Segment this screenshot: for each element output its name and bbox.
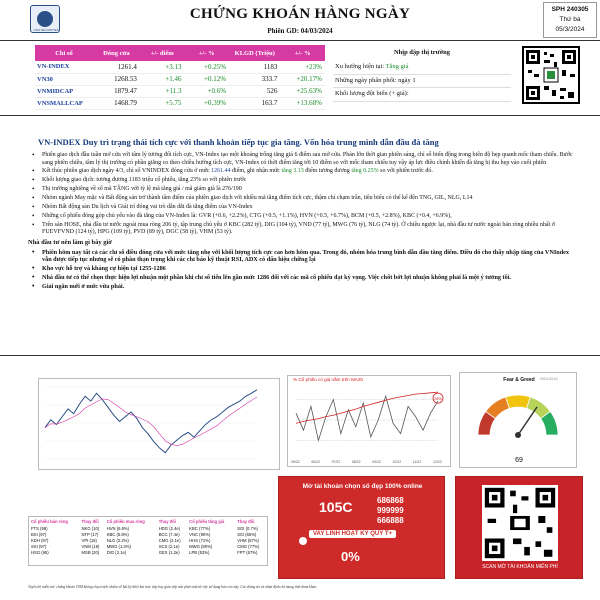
promo-title: Mở tài khoản chọn số đẹp 100% online: [302, 483, 423, 490]
table-cell: +0.39%: [184, 97, 229, 109]
table-cell: +0.12%: [184, 73, 229, 85]
advice-heading: Nhà đầu tư nên làm gì bây giờ: [28, 239, 112, 247]
table-row: [35, 61, 325, 73]
table-cell: 1261.4: [93, 61, 140, 73]
advice-item: • Nhà đầu tư có thể chọn thực hiện lợi nhuận một phần khi chỉ số tiến lên gần mức 1286 đối với các mã cổ phiếu đạt kỳ vọng. Việc chốt bớt lợi nhuận không phải là một ý tưởng tồi.: [28, 274, 576, 282]
report-id-box: [543, 2, 597, 38]
bullet-item: • Phiên giao dịch đầu tuần mở cửa với tâm lý tương đối tích cực, VN-Index tạo một khoảng trống tăng giá 6 điểm sau mở cửa. Phản lớn thời gian phiên sáng, chỉ số biến động trong biên độ hẹp quanh mốc tham chiếu. Bước sang phiên chiều, tâm lý thị trường có phần giằng co theo chiều hướng tích cực, VN-Index có thời điểm tăng tới 10 điểm so với mốc tham chiếu tuy vậy áp lực điều chỉnh khiến đà tăng bị thu hẹp vào cuối phiên: [28, 152, 576, 167]
column-header: +/- %: [184, 45, 229, 61]
column-header: Thay đổi: [81, 519, 99, 524]
promo-rate: 0%: [341, 549, 360, 564]
x-tick-label: 12/22: [433, 460, 442, 464]
table-cell: NTP (17): [81, 531, 99, 537]
report-weekday: Thứ ba: [559, 16, 581, 23]
table-cell: VN-INDEX: [35, 61, 93, 73]
divider: [0, 115, 600, 116]
table-cell: SSI (97): [31, 543, 47, 549]
table-cell: +0.6%: [184, 85, 229, 97]
x-tick-label: 11/22: [412, 460, 422, 464]
column-header: Cổ phiếu mua ròng: [106, 519, 145, 524]
advice-item: • Phiên hôm nay tất cả các chỉ số điều đóng cửa với mức tăng nhẹ với khối lượng tích cực cao hơn hôm qua. Trong đó, nhóm hóa trung bình dẫn đầu tăng điểm. Điều đó cho thấy nhập tăng của VNIndex vẫn được tiếp tục nhưng sẽ có phân thạn trọng khi các chỉ báo kỹ thuật RSI, ADX có dấu hiệu chững lại: [28, 249, 576, 264]
table-cell: BCC (7.4e): [158, 531, 180, 537]
table-cell: SGI (0.7%): [237, 525, 258, 531]
table-cell: VPI (19): [81, 537, 97, 543]
bullet-item: • Nhóm Bất động sản Du lịch và Giải trí đóng vai trò dẫn dắt đà tăng điểm của VN-Index: [28, 204, 576, 212]
qr-caption: SCAN MỞ TÀI KHOẢN MIỄN PHÍ: [482, 564, 558, 570]
promo-number: 666888: [377, 516, 404, 525]
table-cell: +25.63%: [280, 85, 325, 97]
table-cell: MWG (1.3%): [106, 543, 131, 549]
promo-code: 105C: [319, 499, 353, 515]
logo-text: VSM SECURITIES: [33, 28, 59, 32]
table-cell: NKG (10): [81, 525, 100, 531]
signup-qr-panel[interactable]: [455, 476, 583, 579]
table-cell: 1268.53: [93, 73, 140, 85]
bullet-item: • Nhóm ngành May mặc và Bất động sản trở thành tâm điểm của phiên giao dịch với nhiều mã tăng điểm tích cực, thậm chí chạm trần, tiêu biểu có thể kể đến TNG, GIL, NLG, L14: [28, 195, 576, 203]
table-row: [35, 85, 325, 97]
table-cell: HSG (95): [31, 549, 49, 555]
stock-summary-table: [30, 518, 267, 555]
table-cell: HHS (71%): [189, 537, 211, 543]
table-cell: VNMIDCAP: [35, 85, 93, 97]
x-tick-label: 06/22: [311, 460, 321, 464]
bullet-item: [28, 168, 576, 176]
promo-numbers: [377, 496, 404, 526]
gauge-date: 2024-03-01: [540, 377, 558, 381]
column-header: Thay đổi: [158, 519, 176, 524]
table-cell: CMG (77%): [237, 543, 260, 549]
column-header: Thay đổi: [237, 519, 255, 524]
table-cell: HDG (2.4e): [158, 525, 181, 531]
report-id: SPH 240305: [551, 6, 589, 13]
table-cell: +0.25%: [184, 61, 229, 73]
ma20-breadth-chart: [287, 375, 451, 467]
table-cell: 1183: [229, 61, 280, 73]
series-line: [45, 390, 257, 453]
report-header: [0, 0, 600, 42]
chart-title: % Cổ phiếu có giá nằm trên MA20: [293, 377, 363, 382]
session-date: Phiên GD: 04/03/2024: [267, 27, 333, 35]
table-cell: SCS (2.1e): [158, 543, 180, 549]
pulse-distribution: Những ngày phân phối: ngày 1: [333, 75, 511, 89]
table-cell: KBC (77%): [189, 525, 211, 531]
table-cell: VN30: [35, 73, 93, 85]
qr-code-icon[interactable]: [482, 485, 558, 561]
bullet-item: • Thị trường nghiêng về số mã TĂNG với tỷ lệ mã tăng giá / mã giảm giá là 276/190: [28, 186, 576, 194]
table-cell: MSB (20): [81, 549, 100, 555]
table-cell: HVN (6.6%): [106, 525, 130, 531]
table-cell: +3.13: [140, 61, 185, 73]
table-row: [30, 549, 267, 555]
gauge-value: 69: [515, 457, 523, 464]
promo-cta-button[interactable]: VAY LINH HOẠT KỲ QUỸ T+: [309, 530, 396, 538]
advice-item: • Giải ngân mới ở mức vừa phải.: [28, 283, 576, 291]
x-tick-label: 07/22: [331, 460, 341, 464]
table-cell: MWG (80%): [189, 543, 213, 549]
gauge-needle: [518, 407, 537, 435]
table-cell: DIG (2.1e): [106, 549, 127, 555]
table-cell: +1.46: [140, 73, 185, 85]
bullet-text: Kết thúc phiên giao dịch ngày 4/3, chỉ số VNINDEX đóng cửa ở mức 1261.44 điểm, ghi nhận mức tăng 3.13 điểm tương đương tăng 0.25% so với phiên trước đó.: [42, 168, 433, 175]
report-date: 05/3/2024: [555, 26, 585, 33]
commentary: [28, 152, 576, 292]
table-cell: +23%: [280, 61, 325, 73]
table-cell: +20.17%: [280, 73, 325, 85]
gauge-hub: [515, 432, 521, 438]
pulse-alert-label: Khối lượng đột biến (+ giá):: [335, 90, 409, 97]
series-line: [296, 396, 438, 440]
promo-dot-icon: [299, 537, 307, 545]
table-row: [35, 73, 325, 85]
table-cell: VNSMALLCAP: [35, 97, 93, 109]
x-tick-label: 05/22: [291, 460, 300, 464]
table-cell: FPT (67%): [237, 549, 258, 555]
table-cell: VHM (57%): [237, 537, 259, 543]
divider: [0, 355, 600, 356]
table-cell: VNM (19): [81, 543, 100, 549]
table-cell: CMG (2.1e): [158, 537, 181, 543]
table-cell: FTS (98): [31, 525, 48, 531]
column-header: +/- điểm: [140, 45, 185, 61]
promo-number: 686868: [377, 496, 404, 505]
column-header: Đóng cửa: [93, 45, 140, 61]
x-tick-label: 10/22: [392, 460, 402, 464]
table-cell: SSI (65%): [237, 531, 257, 537]
headline: VN-INDEX Duy trì trạng thái tích cực với thanh khoản tiếp tục gia tăng. Vốn hóa trung mình dẫn đầu đà tăng: [38, 137, 439, 147]
column-header: Cổ phiếu tăng giá: [189, 519, 225, 524]
table-cell: KBC (5.8%): [106, 531, 129, 537]
pulse-heading: Nhịp đập thị trường: [393, 49, 451, 56]
qr-code-icon[interactable]: [522, 46, 580, 104]
table-cell: NLG (2.2%): [106, 537, 129, 543]
footer-disclaimer: Tuyên bố miễn trừ: chứng khoán VSM không chịu trách nhiệm về bất kỳ thiệt hại trực tiếp hay gián tiếp nào phát sinh từ việc sử dụng báo cáo này. Các thông tin và nhận định chỉ mang tính tham khảo.: [28, 585, 318, 589]
gauge-title: Fear & Greed: [503, 377, 535, 383]
bullet-item: • Khối lượng giao dịch: tương đương 1183 triệu cổ phiếu, tăng 23% so với phiên trước: [28, 177, 576, 185]
column-header: +/- %: [280, 45, 325, 61]
pulse-volume-alert: [333, 88, 511, 102]
report-title: CHỨNG KHOÁN HÀNG NGÀY: [189, 6, 411, 22]
table-cell: 333.7: [229, 73, 280, 85]
column-header: Cổ phiếu bán ròng: [31, 519, 68, 524]
table-cell: VNC (90%): [189, 531, 211, 537]
table-cell: LPB (53%): [189, 549, 210, 555]
gauge-segment: [506, 395, 531, 408]
pulse-trend-value: Tăng giá: [385, 63, 409, 70]
table-cell: +5.75: [140, 97, 185, 109]
market-pulse: [333, 45, 511, 102]
table-cell: GEX (1.2e): [158, 549, 180, 555]
advice-item: • Kho vực hỗ trợ và kháng cự hiện tại 1255-1286: [28, 265, 576, 273]
table-cell: 163.7: [229, 97, 280, 109]
column-header: KLGD (Triệu): [229, 45, 280, 61]
table-cell: +11.3: [140, 85, 185, 97]
bullet-item: • Những cổ phiếu đóng góp chủ yếu vào đà tăng của VN-Index là: GVR (+0.6, +2.2%), CTG (+0.5, +1.1%), HVN (+0.5, +6.7%), BCM (+0.5, +2.8%), KBC (+0.4, +6.9%),: [28, 213, 576, 221]
x-tick-label: 09/22: [372, 460, 381, 464]
x-tick-label: 08/22: [351, 460, 361, 464]
pulse-trend-label: Xu hướng hiện tại:: [335, 63, 386, 70]
pulse-trend: [333, 61, 511, 75]
index-table: [35, 45, 325, 110]
table-cell: BSI (97): [31, 531, 47, 537]
bullet-item: • Trên sàn HOSE, nhà đầu tư nước ngoài mua ròng 206 tỷ, tập trung chủ yếu ở KBC (282 tỷ), DIG (104 tỷ), VND (77 tỷ), MWG (76 tỷ), NLG (74 tỷ). Ở chiều ngược lại, nhà đầu tư nước ngoài bán ròng nhiều nhất ở FUEVFVND (124 tỷ), HPG (109 tỷ), PVD (89 tỷ), DGC (58 tỷ), VHM (53 tỷ).: [28, 222, 576, 237]
divider: [0, 40, 600, 41]
table-cell: KDH (97): [31, 537, 49, 543]
fear-greed-gauge: [459, 372, 577, 468]
column-header: Chỉ số: [35, 45, 93, 61]
promo-number: 999999: [377, 506, 404, 515]
vnindex-price-chart: [38, 378, 280, 470]
table-cell: 526: [229, 85, 280, 97]
table-cell: 1468.79: [93, 97, 140, 109]
annotation-label: 78%: [434, 396, 443, 402]
table-cell: +13.68%: [280, 97, 325, 109]
table-cell: 1879.47: [93, 85, 140, 97]
promo-banner[interactable]: [278, 476, 445, 579]
table-row: [35, 97, 325, 109]
